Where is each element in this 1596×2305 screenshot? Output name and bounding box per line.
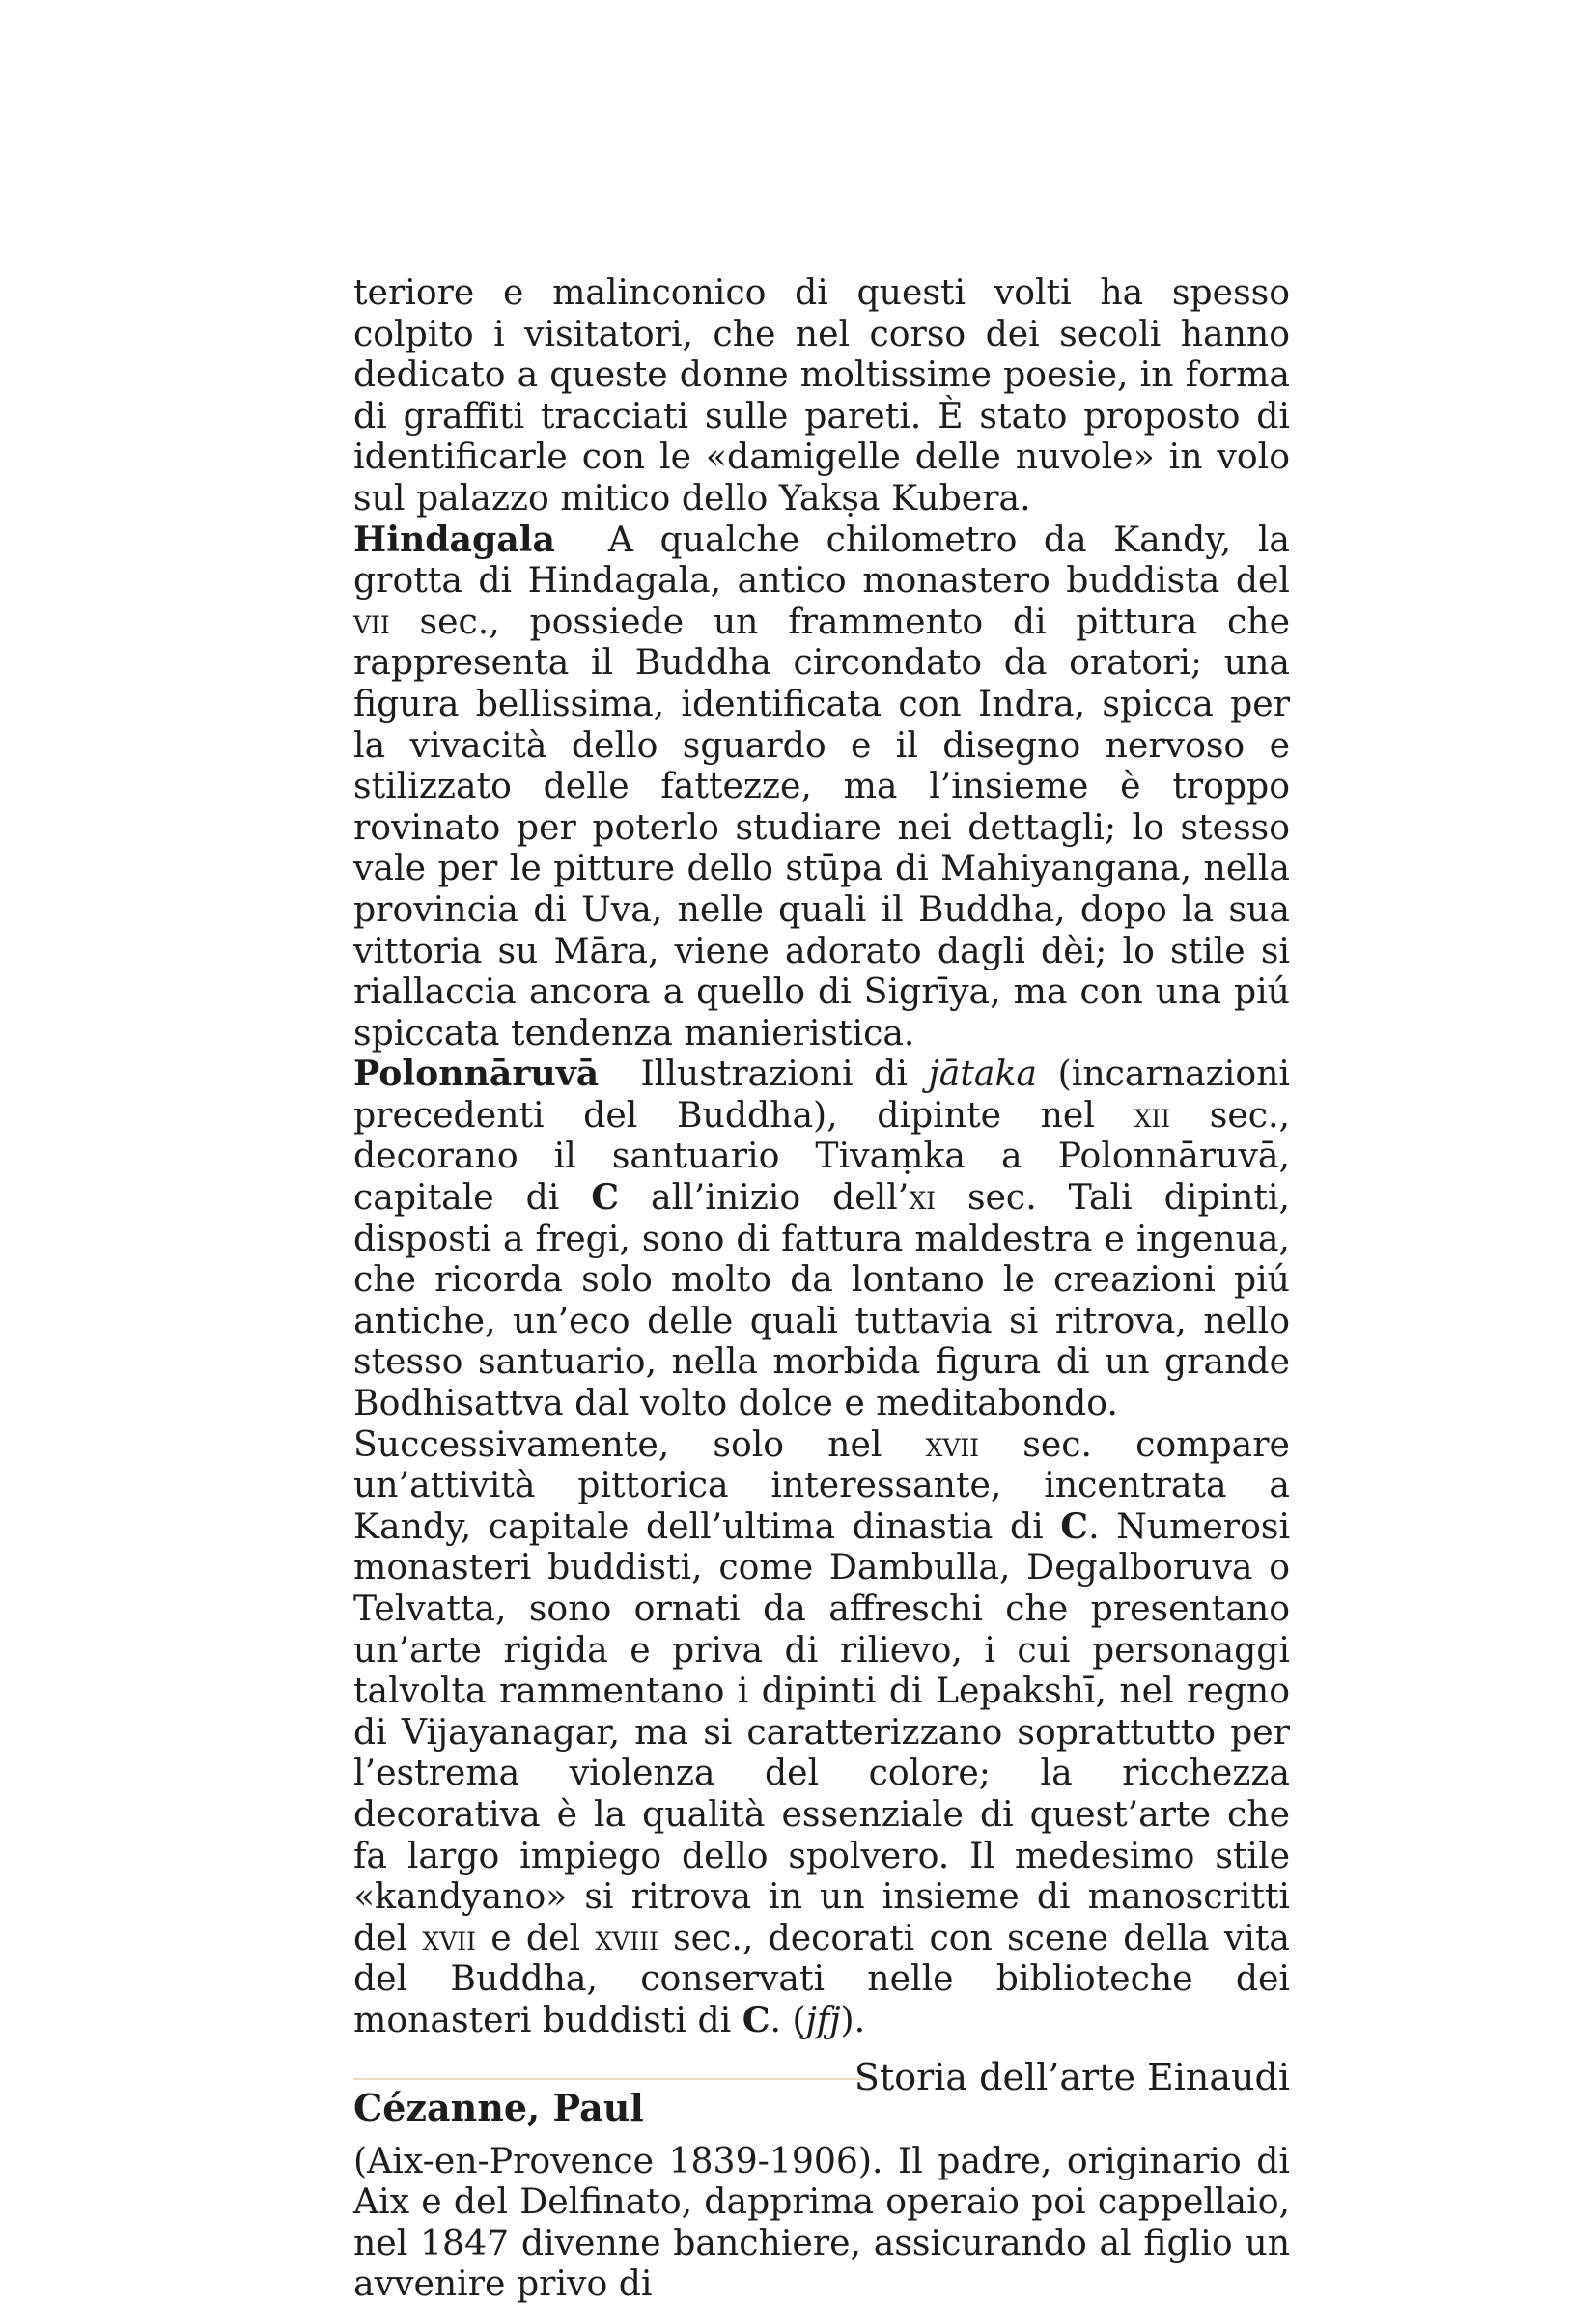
footer-rule: [353, 2078, 865, 2080]
entry-title-cezanne: Cézanne, Paul: [353, 2085, 644, 2129]
paragraph-kandy: Successivamente, solo nel xvii sec. compare un’attività pittorica interessante, incentrata a Kandy, capitale dell’ultima dinastia di C. Numerosi monasteri buddisti, come Dambulla, Degalboruva o Telvatta, sono ornati da affreschi che presentano un’arte rigida e priva di rilievo, i cui personaggi talvolta rammentano i dipinti di Lepakshī, nel regno di Vijayanagar, ma si caratterizzano soprattutto per l’estrema violenza del colore; la ricchezza decorativa è la qualità essenziale di quest’arte che fa largo impiego dello spolvero. Il medesimo stile «kandyano» si ritrova in un insieme di manoscritti del xvii e del xviii sec., decorati con scene della vita del Buddha, conservati nelle biblioteche dei monasteri buddisti di C. (jfj).: [353, 1422, 1291, 2040]
paragraph-cezanne-intro: (Aix-en-Provence 1839-1906). Il padre, originario di Aix e del Delfinato, dapprima operaio poi cappellaio, nel 1847 divenne banchiere, assicurando al figlio un avvenire privo di: [353, 2139, 1290, 2305]
footer-title: Storia dell’arte Einaudi: [854, 2056, 1290, 2098]
paragraph-hindagala: Hindagala A qualche chilometro da Kandy, la grotta di Hindagala, antico monastero buddista del vii sec., possiede un frammento di pittura che rappresenta il Buddha circondato da oratori; una figura bellissima, identificata con Indra, spicca per la vivacità dello sguardo e il disegno nervoso e stilizzato delle fattezze, ma l’insieme è troppo rovinato per poterlo studiare nei dettagli; lo stesso vale per le pitture dello stūpa di Mahiyangana, nella provincia di Uva, nelle quali il Buddha, dopo la sua vittoria su Māra, viene adorato dagli dèi; lo stile si riallaccia ancora a quello di Sigrīya, ma con una piú spiccata tendenza manieristica.: [353, 518, 1290, 1054]
section-head-hindagala: Hindagala: [353, 518, 555, 560]
paragraph-sigiriya-continuation: teriore e malinconico di questi volti ha spesso colpito i visitatori, che nel corso dei secoli hanno dedicato a queste donne moltissime poesie, in forma di graffiti tracciati sulle pareti. È stato proposto di identificarle con le «damigelle delle nuvole» in volo sul palazzo mitico dello Yakṣa Kubera.: [353, 271, 1290, 519]
section-head-polonnaruva: Polonnāruvā: [353, 1053, 600, 1095]
text-column: [353, 272, 1290, 2305]
paragraph-polonnaruva: Polonnāruvā Illustrazioni di jātaka (incarnazioni precedenti del Buddha), dipinte nel xii sec., decorano il santuario Tivaṃka a Polonnāruvā, capitale di C all’inizio dell’xi sec. Tali dipinti, disposti a fregi, sono di fattura maldestra e ingenua, che ricorda solo molto da lontano le creazioni piú antiche, un’eco delle quali tuttavia si ritrova, nello stesso santuario, nella morbida figura di un grande Bodhisattva dal volto dolce e meditabondo.: [353, 1053, 1291, 1424]
